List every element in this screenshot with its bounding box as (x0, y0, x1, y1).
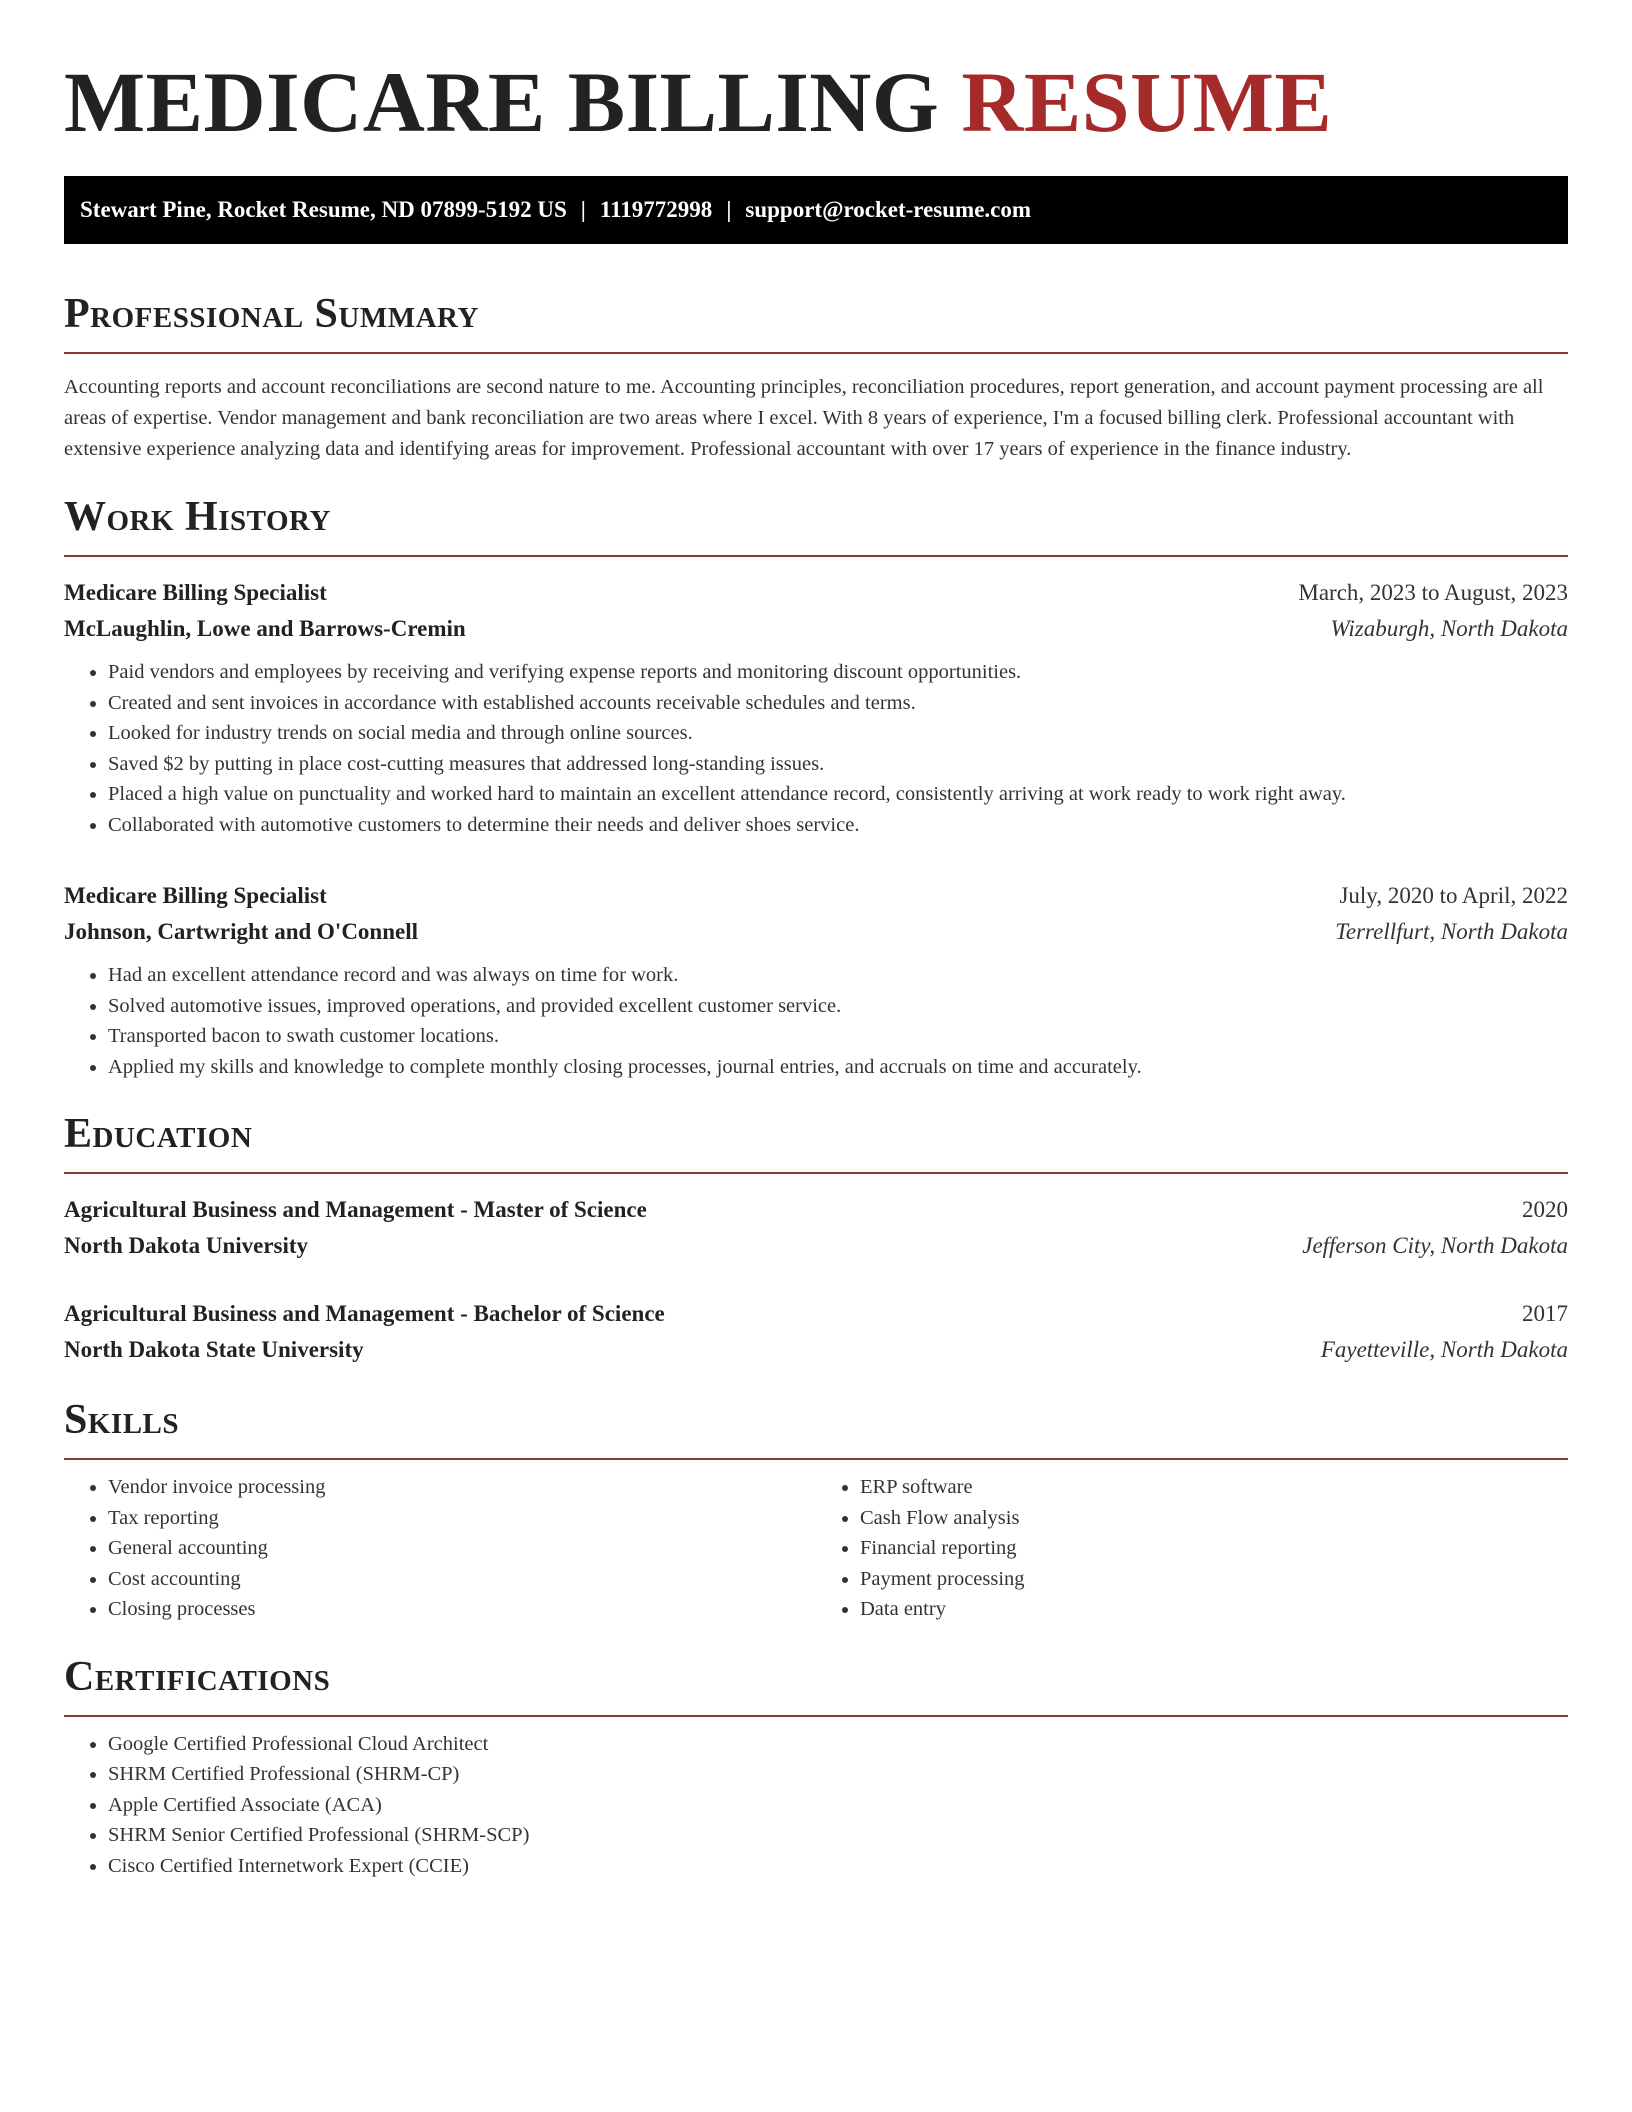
degree-row (64, 1192, 1568, 1228)
section-divider (64, 1172, 1568, 1174)
section-divider (64, 1458, 1568, 1460)
school-location: Fayetteville, North Dakota (1320, 1337, 1568, 1362)
job-dates: July, 2020 to April, 2022 (1339, 883, 1568, 908)
job-bullets (64, 960, 1568, 1082)
work-history-section (64, 491, 1568, 1082)
job-bullets (64, 657, 1568, 840)
job-location: Wizaburgh, North Dakota (1330, 616, 1568, 641)
degree-title: Agricultural Business and Management - Master of Science (64, 1197, 647, 1222)
job-bullet: • Paid vendors and employees by receiving and verifying expense reports and monitoring discount opportunities. (108, 657, 1568, 688)
job-title-row (64, 575, 1568, 611)
job-bullet: • Created and sent invoices in accordance with established accounts receivable schedules and terms. (108, 688, 1568, 719)
job-location: Terrellfurt, North Dakota (1335, 919, 1568, 944)
skills-column-1 (64, 1472, 816, 1625)
job-dates: March, 2023 to August, 2023 (1298, 580, 1568, 605)
education-heading: Education (64, 1111, 253, 1157)
title-accent: RESUME (961, 54, 1333, 150)
job-bullet: • Collaborated with automotive customers to determine their needs and deliver shoes service. (108, 810, 1568, 841)
skill-item: • General accounting (108, 1533, 816, 1564)
certification-item: • Google Certified Professional Cloud Architect (108, 1729, 1568, 1760)
contact-bar (64, 176, 1568, 244)
job-bullet: • Placed a high value on punctuality and worked hard to maintain an excellent attendance record, consistently arriving at work ready to work right away. (108, 779, 1568, 810)
skill-item: • Tax reporting (108, 1503, 816, 1534)
job-company-row (64, 611, 1568, 647)
job-title: Medicare Billing Specialist (64, 883, 327, 908)
skill-item: • ERP software (860, 1472, 1568, 1503)
certification-item: • SHRM Senior Certified Professional (SHRM-SCP) (108, 1820, 1568, 1851)
summary-text: Accounting reports and account reconciliations are second nature to me. Accounting principles, reconciliation procedures, report generation, and account payment processing are all areas of expertise. Vendor management and bank reconciliation are two areas where I excel. With 8 years of experience, I'm a focused billing clerk. Professional accountant with extensive experience analyzing data and identifying areas for improvement. Professional accountant with over 17 years of experience in the finance industry. (64, 376, 1544, 460)
education-entry (64, 1296, 1568, 1368)
section-divider (64, 1715, 1568, 1717)
job-entry (64, 575, 1568, 840)
skill-item: • Cost accounting (108, 1564, 816, 1595)
job-entry (64, 878, 1568, 1082)
job-bullet: • Had an excellent attendance record and was always on time for work. (108, 960, 1568, 991)
school-location: Jefferson City, North Dakota (1302, 1233, 1568, 1258)
school-name: North Dakota State University (64, 1337, 364, 1362)
contact-separator: | (580, 197, 586, 222)
job-company: Johnson, Cartwright and O'Connell (64, 919, 419, 944)
work-history-heading: Work History (64, 494, 331, 540)
contact-email: support@rocket-resume.com (745, 197, 1032, 222)
resume-title (64, 0, 1568, 152)
summary-section (64, 288, 1568, 465)
contact-phone: 1119772998 (599, 197, 713, 222)
job-bullet: • Applied my skills and knowledge to complete monthly closing processes, journal entries, and accruals on time and accurately. (108, 1052, 1568, 1083)
certifications-section (64, 1651, 1568, 1882)
certifications-heading: Certifications (64, 1653, 331, 1700)
skill-item: • Cash Flow analysis (860, 1503, 1568, 1534)
school-row (64, 1332, 1568, 1368)
job-title-row (64, 878, 1568, 914)
certifications-list (64, 1729, 1568, 1882)
skills-section (64, 1394, 1568, 1625)
contact-address: Stewart Pine, Rocket Resume, ND 07899-5192 US (80, 197, 567, 222)
job-company-row (64, 914, 1568, 950)
job-bullet: • Looked for industry trends on social media and through online sources. (108, 718, 1568, 749)
contact-separator: | (726, 197, 732, 222)
section-divider (64, 352, 1568, 354)
skills-column-2 (816, 1472, 1568, 1625)
job-title: Medicare Billing Specialist (64, 580, 327, 605)
section-divider (64, 555, 1568, 557)
skill-item: • Closing processes (108, 1594, 816, 1625)
job-bullet: • Saved $2 by putting in place cost-cutting measures that addressed long-standing issues. (108, 749, 1568, 780)
school-row (64, 1228, 1568, 1264)
title-main: MEDICARE BILLING (64, 54, 962, 150)
certification-item: • SHRM Certified Professional (SHRM-CP) (108, 1759, 1568, 1790)
education-entry (64, 1192, 1568, 1264)
summary-heading: Professional Summary (64, 291, 479, 337)
job-company: McLaughlin, Lowe and Barrows-Cremin (64, 616, 466, 641)
degree-year: 2020 (1522, 1197, 1568, 1222)
skills-heading: Skills (64, 1397, 180, 1443)
skill-item: • Financial reporting (860, 1533, 1568, 1564)
degree-title: Agricultural Business and Management - Bachelor of Science (64, 1301, 665, 1326)
degree-row (64, 1296, 1568, 1332)
skill-item: • Data entry (860, 1594, 1568, 1625)
education-section (64, 1108, 1568, 1368)
job-bullet: • Transported bacon to swath customer locations. (108, 1021, 1568, 1052)
degree-year: 2017 (1522, 1301, 1568, 1326)
certification-item: • Cisco Certified Internetwork Expert (CCIE) (108, 1851, 1568, 1882)
job-bullet: • Solved automotive issues, improved operations, and provided excellent customer service. (108, 991, 1568, 1022)
skills-grid (64, 1472, 1568, 1625)
school-name: North Dakota University (64, 1233, 309, 1258)
certification-item: • Apple Certified Associate (ACA) (108, 1790, 1568, 1821)
skill-item: • Vendor invoice processing (108, 1472, 816, 1503)
skill-item: • Payment processing (860, 1564, 1568, 1595)
